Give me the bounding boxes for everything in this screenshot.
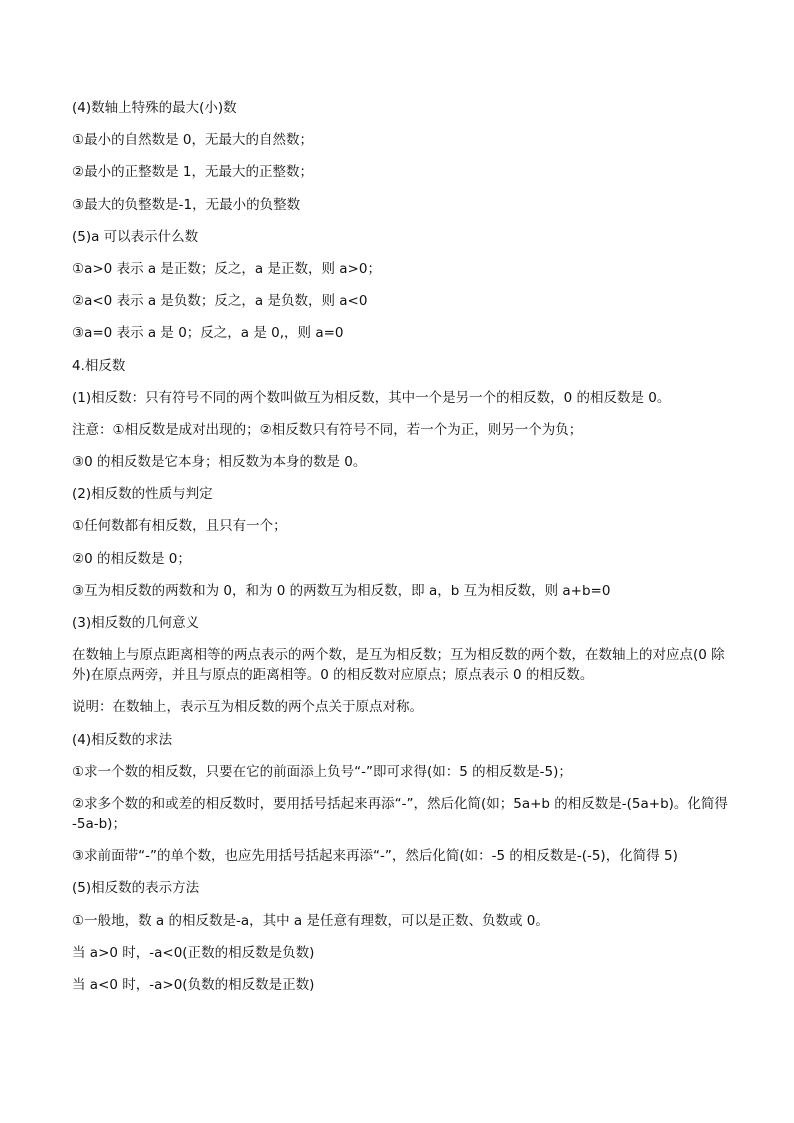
heading-finding-method: (4)相反数的求法 bbox=[72, 731, 173, 748]
list-item: ①最小的自然数是 0，无最大的自然数； bbox=[72, 132, 313, 149]
list-item: ③最大的负整数是-1，无最小的负整数 bbox=[72, 196, 301, 213]
geometric-meaning-paragraph: 在数轴上与原点距离相等的两点表示的两个数，是互为相反数；互为相反数的两个数，在数轴上的对应点(0 除外)在原点两旁，并且与原点的距离相等。0 的相反数对应原点；原点表示 0 的相反数。 bbox=[72, 647, 725, 684]
list-item: ①a>0 表示 a 是正数；反之，a 是正数，则 a>0； bbox=[72, 260, 381, 277]
list-item: ③求前面带“-”的单个数，也应先用括号括起来再添“-”，然后化简(如：-5 的相反数是-(-5)，化简得 5) bbox=[72, 848, 678, 865]
definition-paragraph: (1)相反数：只有符号不同的两个数叫做互为相反数，其中一个是另一个的相反数，0 的相反数是 0。 bbox=[72, 389, 671, 406]
list-item: ③0 的相反数是它本身；相反数为本身的数是 0。 bbox=[72, 454, 367, 471]
list-item: ①任何数都有相反数，且只有一个； bbox=[72, 518, 287, 535]
heading-representation: (5)相反数的表示方法 bbox=[72, 880, 200, 897]
document-body bbox=[72, 98, 732, 1007]
list-item: ③a=0 表示 a 是 0；反之，a 是 0,，则 a=0 bbox=[72, 325, 344, 342]
list-item: 当 a<0 时，-a>0(负数的相反数是正数) bbox=[72, 976, 315, 993]
list-item: 当 a>0 时，-a<0(正数的相反数是负数) bbox=[72, 944, 315, 961]
heading-properties: (2)相反数的性质与判定 bbox=[72, 486, 213, 503]
note-paragraph: 注意：①相反数是成对出现的；②相反数只有符号不同，若一个为正，则另一个为负； bbox=[72, 421, 583, 438]
list-item: ②最小的正整数是 1，无最大的正整数； bbox=[72, 164, 313, 181]
heading-special-max-min: (4)数轴上特殊的最大(小)数 bbox=[72, 100, 237, 116]
section-heading-opposite-numbers: 4.相反数 bbox=[72, 357, 126, 374]
heading-what-a-represents: (5)a 可以表示什么数 bbox=[72, 228, 199, 245]
list-item: ①求一个数的相反数，只要在它的前面添上负号“-”即可求得(如：5 的相反数是-5)； bbox=[72, 763, 572, 780]
list-item: ①一般地，数 a 的相反数是-a，其中 a 是任意有理数，可以是正数、负数或 0。 bbox=[72, 912, 549, 929]
list-item: ②a<0 表示 a 是负数；反之，a 是负数，则 a<0 bbox=[72, 293, 368, 310]
explanation-paragraph: 说明：在数轴上，表示互为相反数的两个点关于原点对称。 bbox=[72, 699, 423, 716]
heading-geometric-meaning: (3)相反数的几何意义 bbox=[72, 615, 200, 631]
list-item: ②0 的相反数是 0； bbox=[72, 550, 191, 567]
list-item: ②求多个数的和或差的相反数时，要用括号括起来再添“-”，然后化简(如；5a+b 的相反数是-(5a+b)。化简得 -5a-b)； bbox=[72, 795, 728, 832]
list-item: ③互为相反数的两数和为 0，和为 0 的两数互为相反数，即 a，b 互为相反数，则 a+b=0 bbox=[72, 582, 611, 599]
